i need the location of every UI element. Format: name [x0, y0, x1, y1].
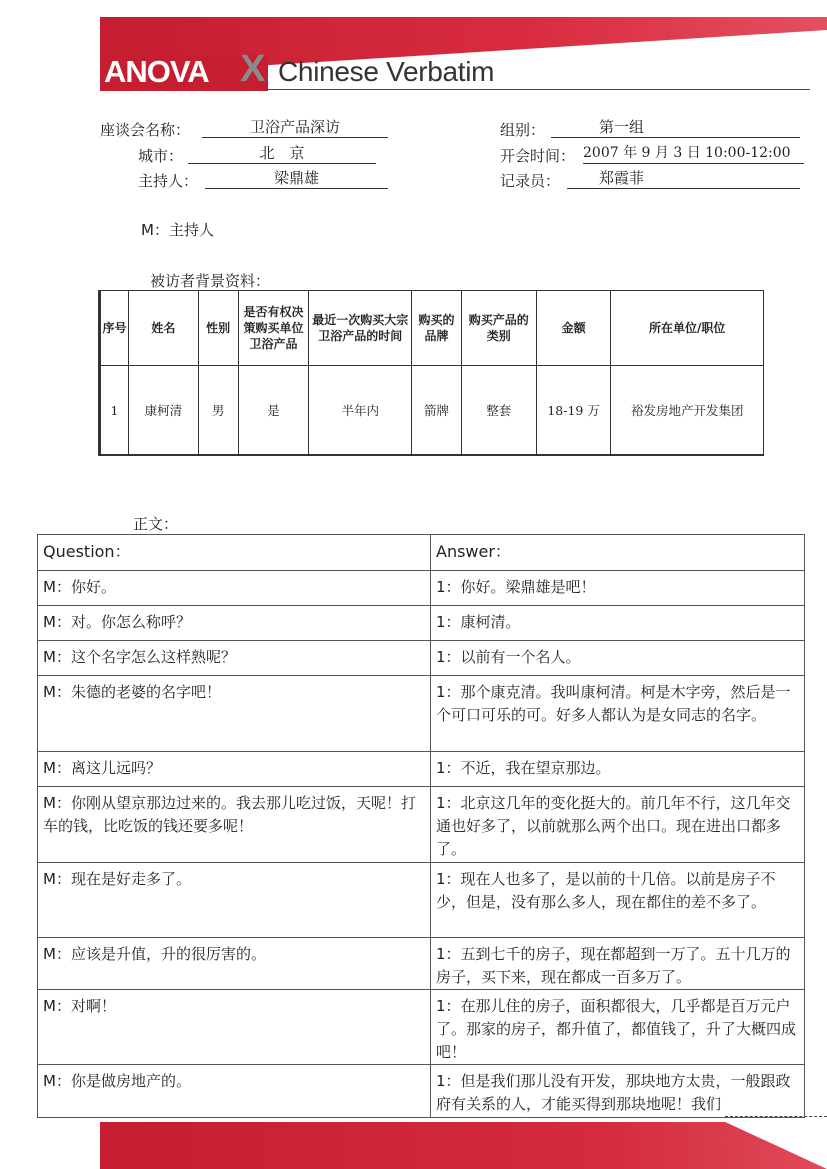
answer-cell: 1：不近，我在望京那边。: [431, 752, 805, 787]
col-header-index: 序号: [100, 291, 129, 366]
recorder-value: 郑霞菲: [567, 169, 800, 189]
logo: ANOVA: [104, 54, 209, 89]
answer-header: Answer：: [431, 535, 805, 571]
question-cell: M：你好。: [38, 571, 431, 606]
cell-company: 裕发房地产开发集团: [611, 366, 764, 456]
question-cell: M：你是做房地产的。: [38, 1065, 431, 1118]
city-value: 北 京: [188, 144, 376, 164]
logo-x-mark: X: [240, 48, 266, 90]
answer-cell: 1：北京这几年的变化挺大的。前几年不行，这几年交通也好多了，以前就那么两个出口。现在进出口都多了。: [431, 787, 805, 863]
question-cell: M：离这儿远吗？: [38, 752, 431, 787]
question-cell: M：对啊！: [38, 990, 431, 1065]
table-row: [38, 752, 805, 787]
col-header-amount: 金额: [536, 291, 611, 366]
answer-cell: 1：你好。梁鼎雄是吧！: [431, 571, 805, 606]
col-header-company: 所在单位/职位: [611, 291, 764, 366]
question-cell: M：你刚从望京那边过来的。我去那儿吃过饭，天呢！打车的钱，比吃饭的钱还要多呢！: [38, 787, 431, 863]
answer-cell: 1：以前有一个名人。: [431, 641, 805, 676]
table-row: [38, 990, 805, 1065]
col-header-brand: 购买的品牌: [412, 291, 462, 366]
session-name-value: 卫浴产品深访: [202, 118, 388, 138]
background-title: 被访者背景资料：: [150, 272, 271, 290]
answer-cell: 1：在那儿住的房子，面积都很大，几乎都是百万元户了。那家的房子，都升值了，都值钱了，升了大概四成吧！: [431, 990, 805, 1065]
cell-last-purchase: 半年内: [309, 366, 412, 456]
table-row: [100, 366, 764, 456]
meeting-time-label: 开会时间：: [500, 147, 576, 165]
table-row: [38, 863, 805, 938]
col-header-name: 姓名: [128, 291, 198, 366]
document-title: Chinese Verbatim: [278, 56, 495, 87]
cell-decision: 是: [238, 366, 309, 456]
host-value: 梁鼎雄: [205, 169, 388, 189]
session-name-label: 座谈会名称：: [100, 121, 191, 139]
transcript-table: [37, 534, 805, 1118]
table-row: [38, 606, 805, 641]
cell-brand: 箭牌: [412, 366, 462, 456]
footer-dashed-rule: [725, 1116, 827, 1117]
answer-cell: 1：但是我们那儿没有开发，那块地方太贵，一般跟政府有关系的人，才能买得到那块地呢！我们: [431, 1065, 805, 1118]
group-value: 第一组: [551, 118, 800, 138]
footer-banner: [100, 1122, 827, 1169]
question-cell: M：这个名字怎么这样熟呢？: [38, 641, 431, 676]
answer-cell: 1：现在人也多了，是以前的十几倍。以前是房子不少，但是，没有那么多人，现在都住的差不多了。: [431, 863, 805, 938]
col-header-category: 购买产品的类别: [461, 291, 536, 366]
body-label: 正文：: [133, 515, 179, 533]
question-cell: M：应该是升值，升的很厉害的。: [38, 938, 431, 990]
table-row: [38, 938, 805, 990]
transcript-header-row: [38, 535, 805, 571]
col-header-gender: 性别: [198, 291, 238, 366]
host-label: 主持人：: [138, 172, 199, 190]
meeting-time-value: 2007 年 9 月 3 日 10:00-12:00: [583, 144, 804, 164]
cell-index: 1: [100, 366, 129, 456]
group-label: 组别：: [500, 121, 546, 139]
answer-cell: 1：那个康克清。我叫康柯清。柯是木字旁，然后是一个可口可乐的可。好多人都认为是女同志的名字。: [431, 676, 805, 752]
question-cell: M：朱德的老婆的名字吧！: [38, 676, 431, 752]
table-row: [38, 641, 805, 676]
background-header-row: [100, 291, 764, 366]
question-header: Question：: [38, 535, 431, 571]
answer-cell: 1：五到七千的房子，现在都超到一万了。五十几万的房子，买下来，现在都成一百多万了。: [431, 938, 805, 990]
cell-amount: 18-19 万: [536, 366, 611, 456]
question-cell: M：对。你怎么称呼？: [38, 606, 431, 641]
recorder-label: 记录员：: [500, 172, 561, 190]
col-header-decision: 是否有权决策购买单位卫浴产品: [238, 291, 309, 366]
table-row: [38, 571, 805, 606]
table-row: [38, 1065, 805, 1118]
cell-category: 整套: [461, 366, 536, 456]
cell-name: 康柯清: [128, 366, 198, 456]
question-cell: M：现在是好走多了。: [38, 863, 431, 938]
answer-cell: 1：康柯清。: [431, 606, 805, 641]
background-table: [98, 290, 764, 456]
table-row: [38, 676, 805, 752]
legend: M：主持人: [141, 221, 214, 239]
city-label: 城市：: [138, 147, 184, 165]
table-row: [38, 787, 805, 863]
col-header-last-purchase: 最近一次购买大宗卫浴产品的时间: [309, 291, 412, 366]
cell-gender: 男: [198, 366, 238, 456]
header-rule: [268, 89, 810, 90]
